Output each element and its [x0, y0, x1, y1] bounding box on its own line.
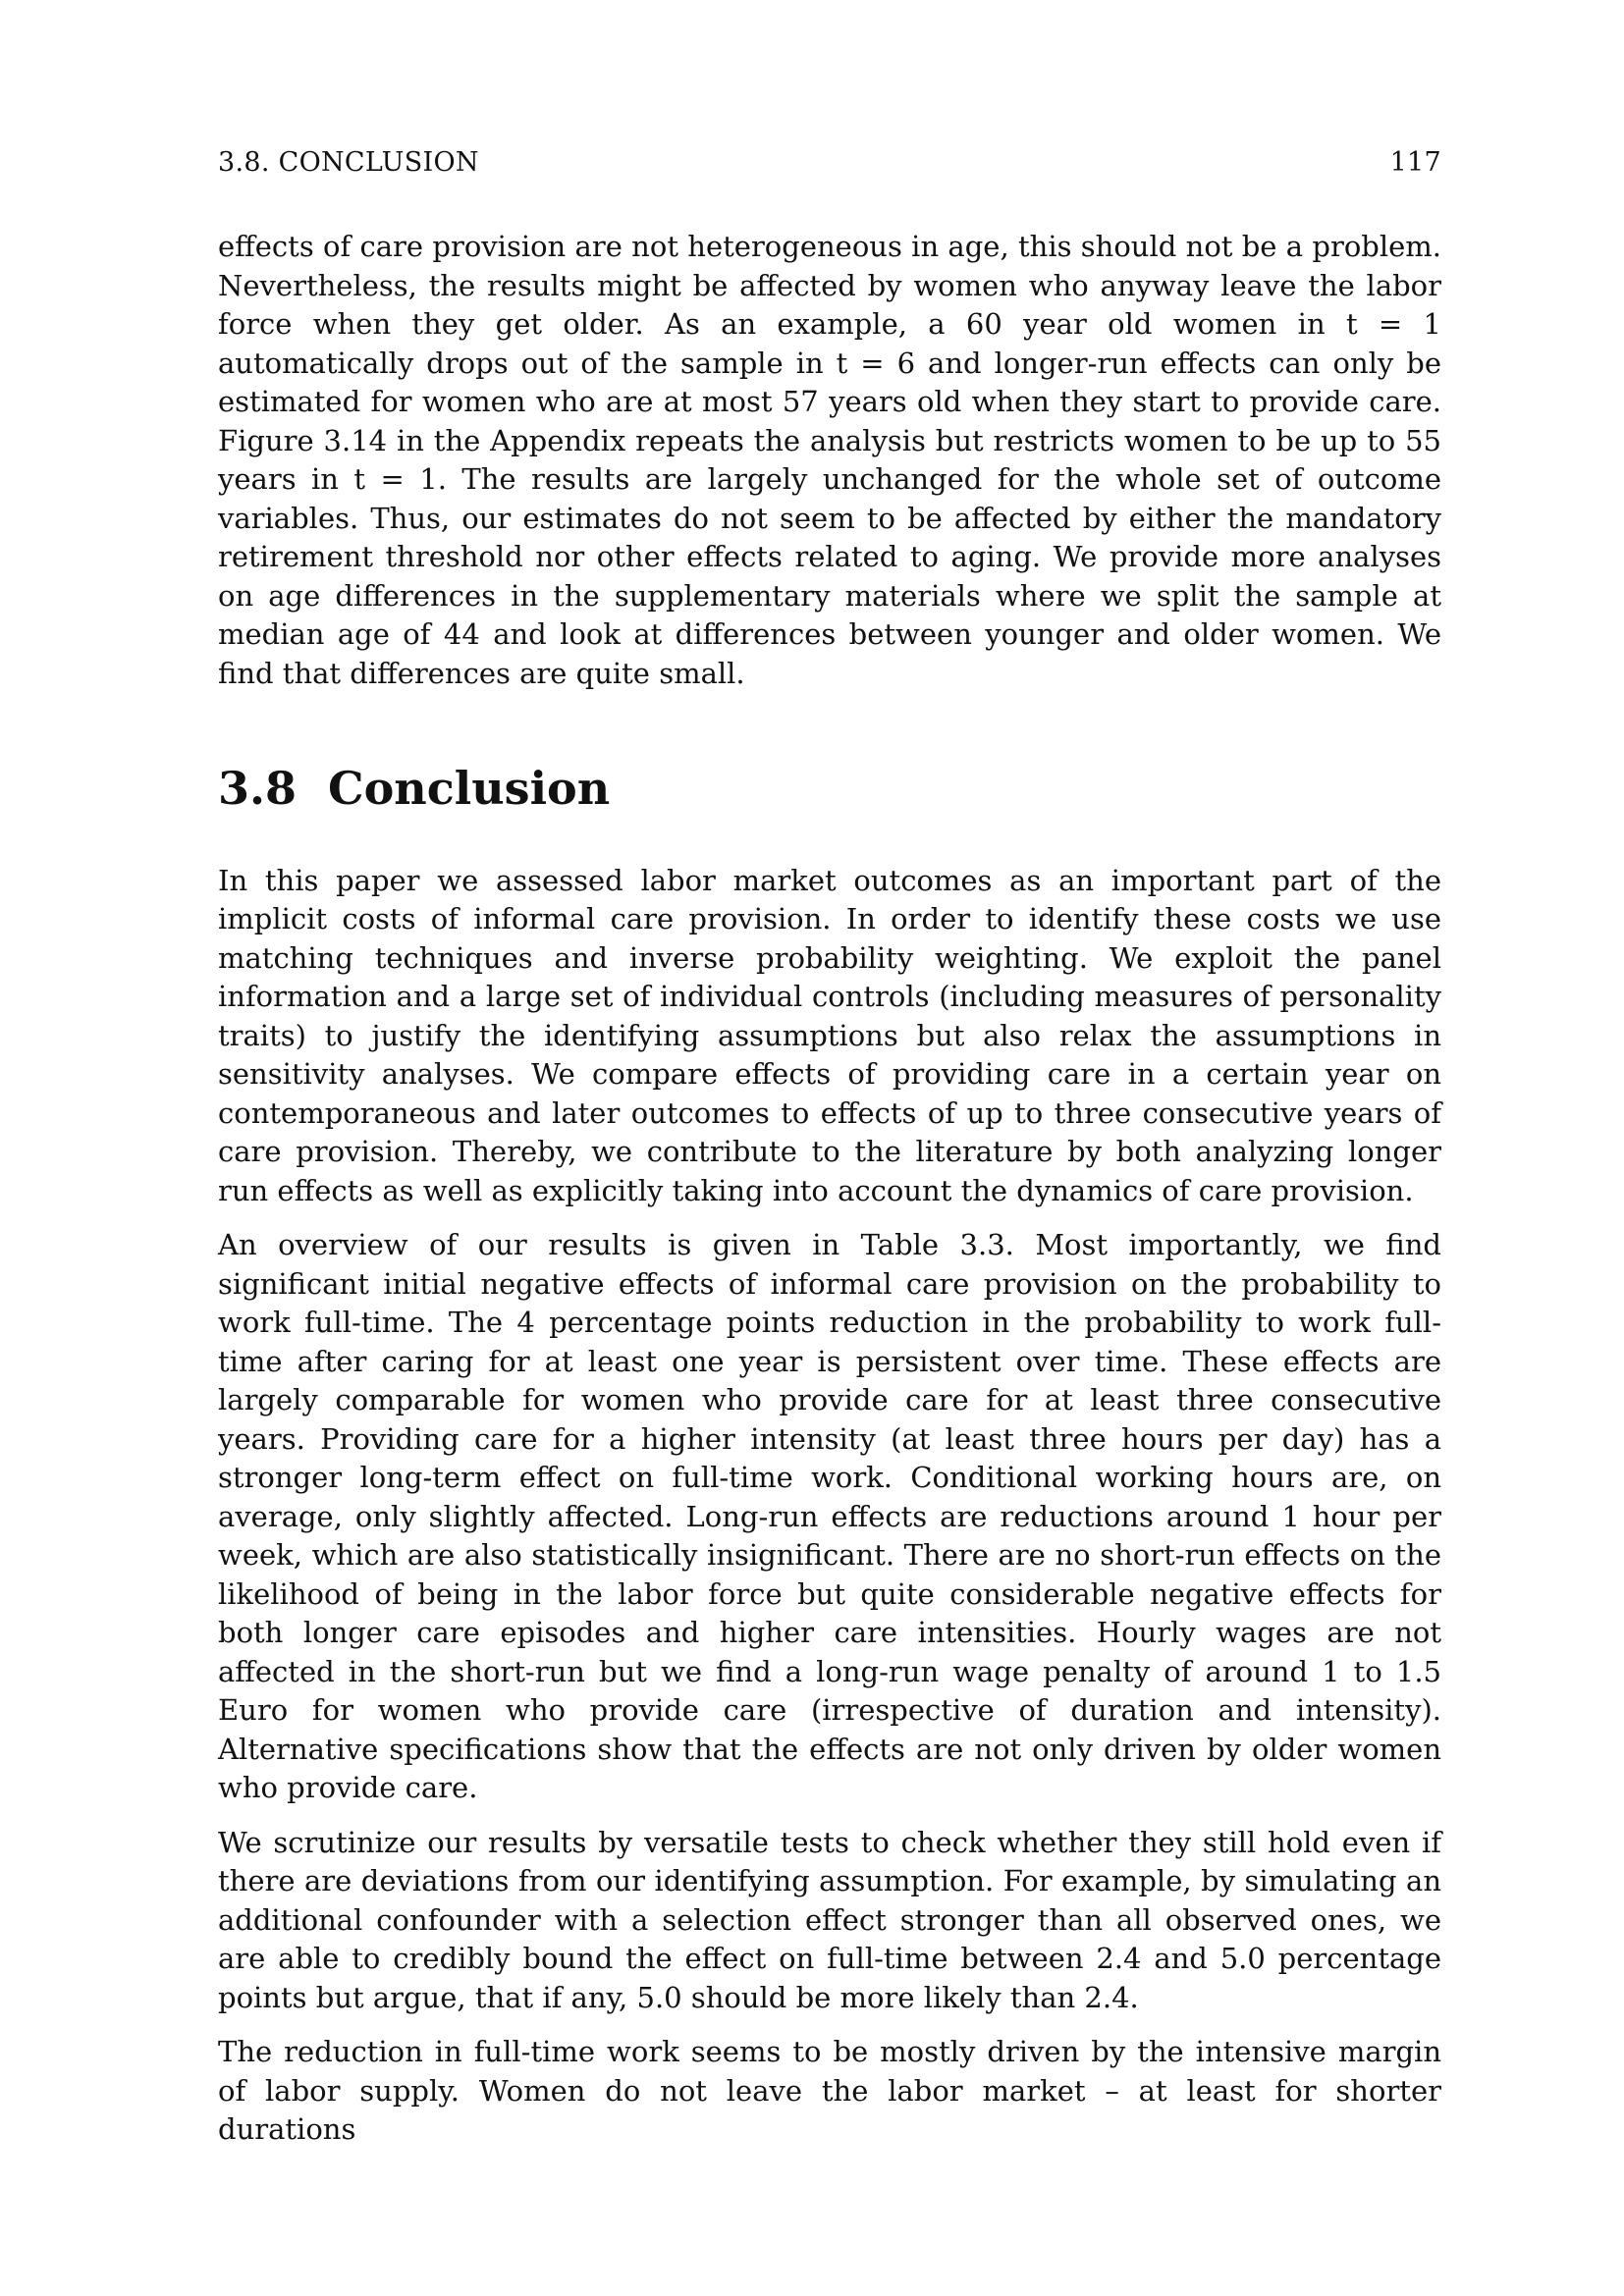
section-title: Conclusion	[328, 762, 611, 815]
paragraph-1: In this paper we assessed labor market outcomes as an important part of the implicit costs of informal care provision. In order to identify these costs we use matching techniques and inverse probability weighting. We exploit the panel information and a large set of individual controls (including measures of personality traits) to justify the identifying assumptions but also relax the assumptions in sensitivity analyses. We compare effects of providing care in a certain year on contemporaneous and later outcomes to effects of up to three consecutive years of care provision. Thereby, we contribute to the literature by both analyzing longer run effects as well as explicitly taking into account the dynamics of care provision.	[218, 863, 1441, 1207]
section-heading	[218, 762, 1441, 815]
paragraph-continued: effects of care provision are not heterogeneous in age, this should not be a problem. Nevertheless, the results might be affected by women who anyway leave the labor force when they get older. As an example, a 60 year old women in t = 1 automatically drops out of the sample in t = 6 and longer-run effects can only be estimated for women who are at most 57 years old when they start to provide care. Figure 3.14 in the Appendix repeats the analysis but restricts women to be up to 55 years in t = 1. The results are largely unchanged for the whole set of outcome variables. Thus, our estimates do not seem to be affected by either the mandatory retirement threshold nor other effects related to aging. We provide more analyses on age differences in the supplementary materials where we split the sample at median age of 44 and look at differences between younger and older women. We find that differences are quite small.	[218, 230, 1441, 690]
paragraph-2: An overview of our results is given in Table 3.3. Most importantly, we find significant initial negative effects of informal care provision on the probability to work full-time. The 4 percentage points reduction in the probability to work full-time after caring for at least one year is persistent over time. These effects are largely comparable for women who provide care for at least three consecutive years. Providing care for a higher intensity (at least three hours per day) has a stronger long-term effect on full-time work. Conditional working hours are, on average, only slightly affected. Long-run effects are reductions around 1 hour per week, which are also statistically insignificant. There are no short-run effects on the likelihood of being in the labor force but quite considerable negative effects for both longer care episodes and higher care intensities. Hourly wages are not affected in the short-run but we find a long-run wage penalty of around 1 to 1.5 Euro for women who provide care (irrespective of duration and intensity). Alternative specifications show that the effects are not only driven by older women who provide care.	[218, 1228, 1441, 1804]
paragraph-4: The reduction in full-time work seems to be mostly driven by the intensive margin of labor supply. Women do not leave the labor market – at least for shorter durations	[218, 2035, 1441, 2146]
running-header-section: 3.8. CONCLUSION	[218, 147, 479, 178]
page-number: 117	[1389, 147, 1441, 178]
paragraph-3: We scrutinize our results by versatile tests to check whether they still hold even if there are deviations from our identifying assumption. For example, by simulating an additional confounder with a selection effect stronger than all observed ones, we are able to credibly bound the effect on full-time between 2.4 and 5.0 percentage points but argue, that if any, 5.0 should be more likely than 2.4.	[218, 1825, 1441, 2014]
running-header	[218, 147, 1441, 187]
body-text	[218, 228, 1441, 2150]
section-number: 3.8	[218, 762, 298, 815]
